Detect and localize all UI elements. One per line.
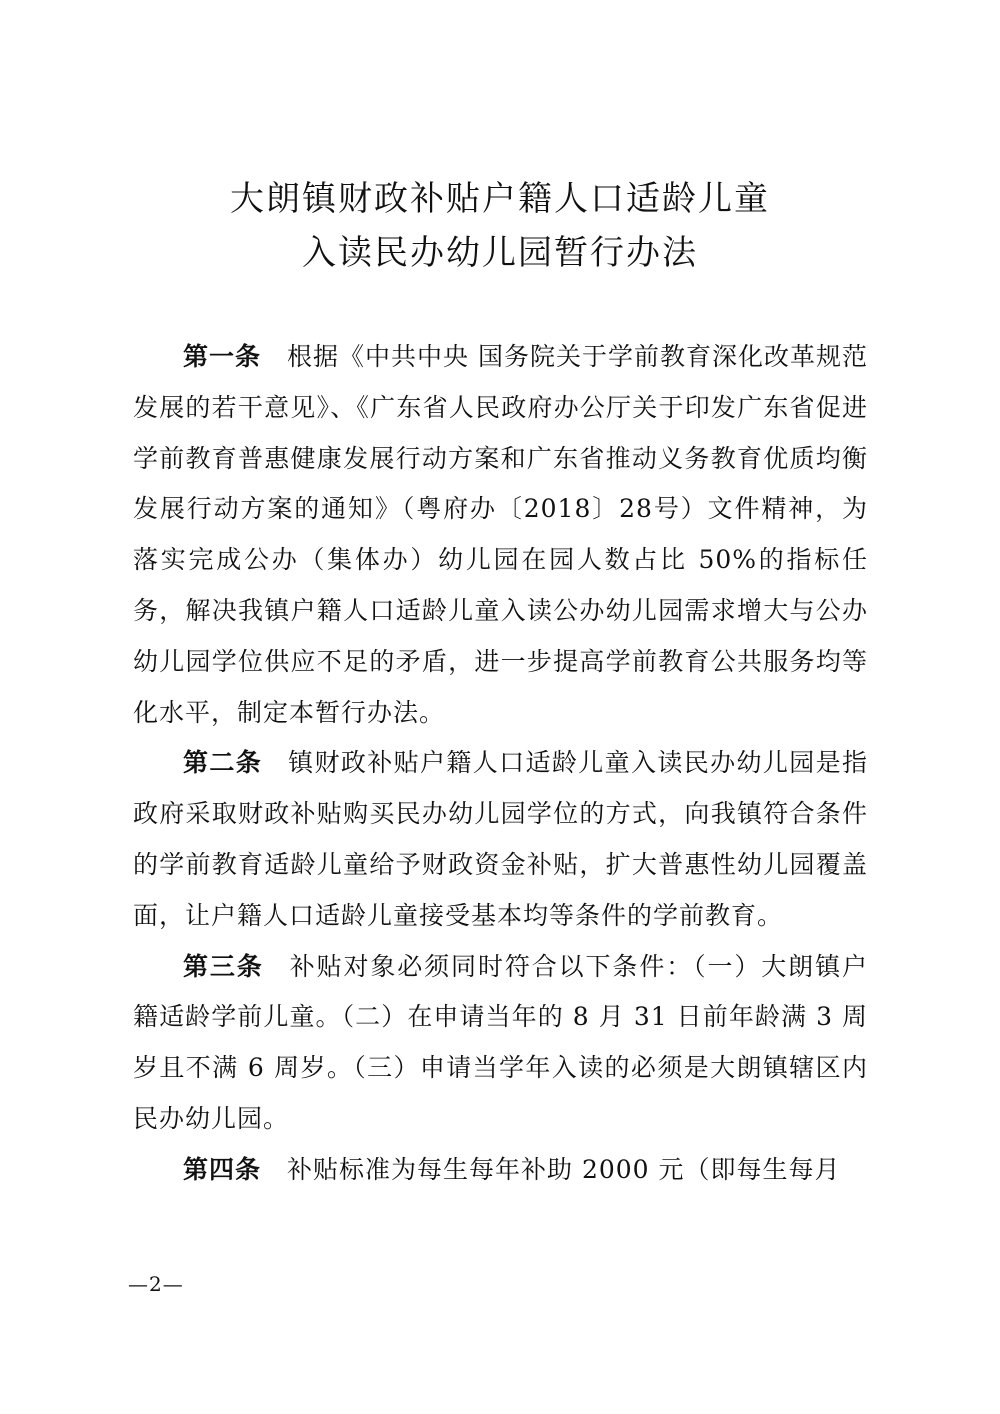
article-number: 第三条 [183,951,264,981]
article-2 [133,738,868,941]
document-title-line-1: 大朗镇财政补贴户籍人口适龄儿童 [230,179,770,219]
article-text: 补贴标准为每生每年补助 2000 元（即每生每月 [287,1154,841,1184]
article-text: 根据《中共中央 国务院关于学前教育深化改革规范发展的若干意见》、《广东省人民政府办公厅关于印发广东省促进学前教育普惠健康发展行动方案和广东省推动义务教育优质均衡发展行动方案的通知》（粤府办〔2018〕28号）文件精神，为落实完成公办（集体办）幼儿园在园人数占比 50%的指标任务，解决我镇户籍人口适龄儿童入读公办幼儿园需求增大与公办幼儿园学位供应不足的矛盾，进一步提高学前教育公共服务均等化水平，制定本暂行办法。 [133,342,868,727]
article-number: 第一条 [183,342,262,371]
article-text: 镇财政补贴户籍人口适龄儿童入读民办幼儿园是指政府采取财政补贴购买民办幼儿园学位的方式，向我镇符合条件的学前教育适龄儿童给予财政资金补贴，扩大普惠性幼儿园覆盖面，让户籍人口适龄儿童接受基本均等条件的学前教育。 [133,748,868,930]
article-text: 补贴对象必须同时符合以下条件：（一）大朗镇户籍适龄学前儿童。（二）在申请当年的 8 月 31 日前年龄满 3 周岁且不满 6 周岁。（三）申请当学年入读的必须是大朗镇辖区内民办幼儿园。 [133,951,868,1133]
document-body [133,332,868,1196]
article-4 [133,1145,868,1196]
document-title-line-2: 入读民办幼儿园暂行办法 [302,233,698,273]
article-number: 第四条 [183,1154,262,1184]
article-number: 第二条 [183,748,263,778]
article-1 [133,332,868,738]
article-3 [133,942,868,1145]
page-number: —2— [128,1272,184,1296]
